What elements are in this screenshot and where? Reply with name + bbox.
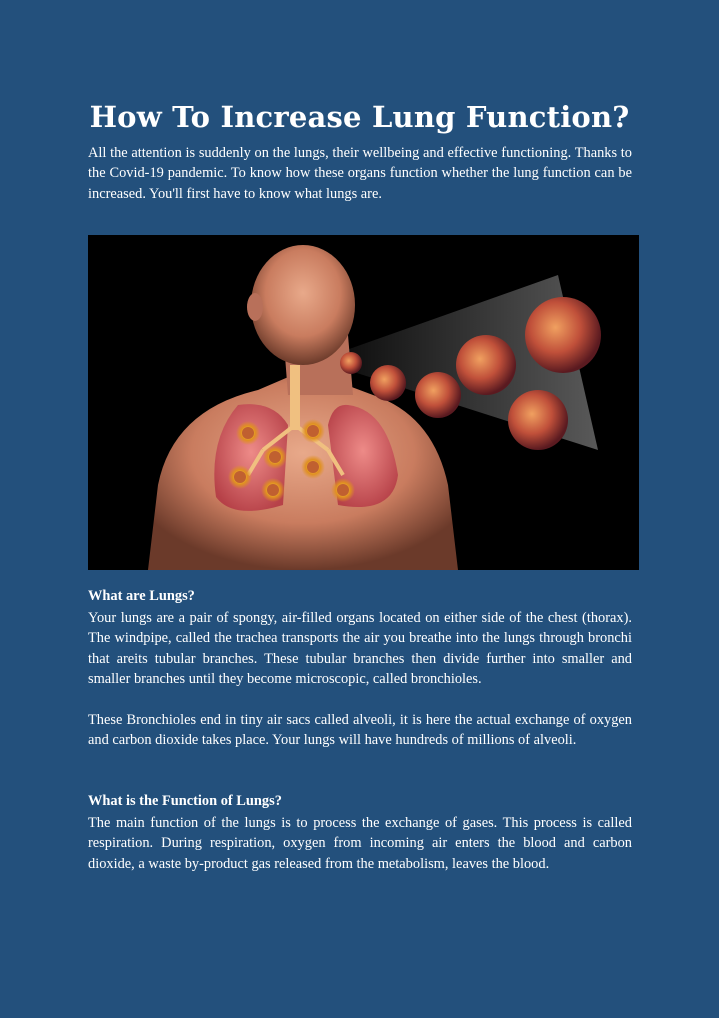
lung-virus-illustration: [88, 235, 639, 570]
section1-paragraph-1: Your lungs are a pair of spongy, air-filled organs located on either side of the chest (thorax). The windpipe, called the trachea transports the air you breathe into the lungs through bronchi that areits tubular branches. These tubular branches then divide further into smaller and smaller branches until they become microscopic, called bronchioles.: [88, 610, 632, 687]
section1-paragraph-2: These Bronchioles end in tiny air sacs called alveoli, it is here the actual exchange of oxygen and carbon dioxide takes place. Your lungs will have hundreds of millions of alveoli.: [88, 712, 632, 749]
page-title: How To Increase Lung Function?: [89, 100, 630, 134]
section2-paragraph-1: The main function of the lungs is to process the exchange of gases. This process is called respiration. During respiration, oxygen from incoming air enters the blood and carbon dioxide, a waste by-product gas released from the metabolism, leaves the blood.: [88, 815, 632, 872]
intro-paragraph: All the attention is suddenly on the lungs, their wellbeing and effective functioning. Thanks to the Covid-19 pandemic. To know how these organs function whether the lung function can be increased. You'll first have to know what lungs are.: [88, 145, 632, 202]
section-heading-function-of-lungs: What is the Function of Lungs?: [88, 793, 282, 809]
section-heading-what-are-lungs: What are Lungs?: [88, 588, 195, 604]
illustration-svg: [88, 235, 639, 570]
